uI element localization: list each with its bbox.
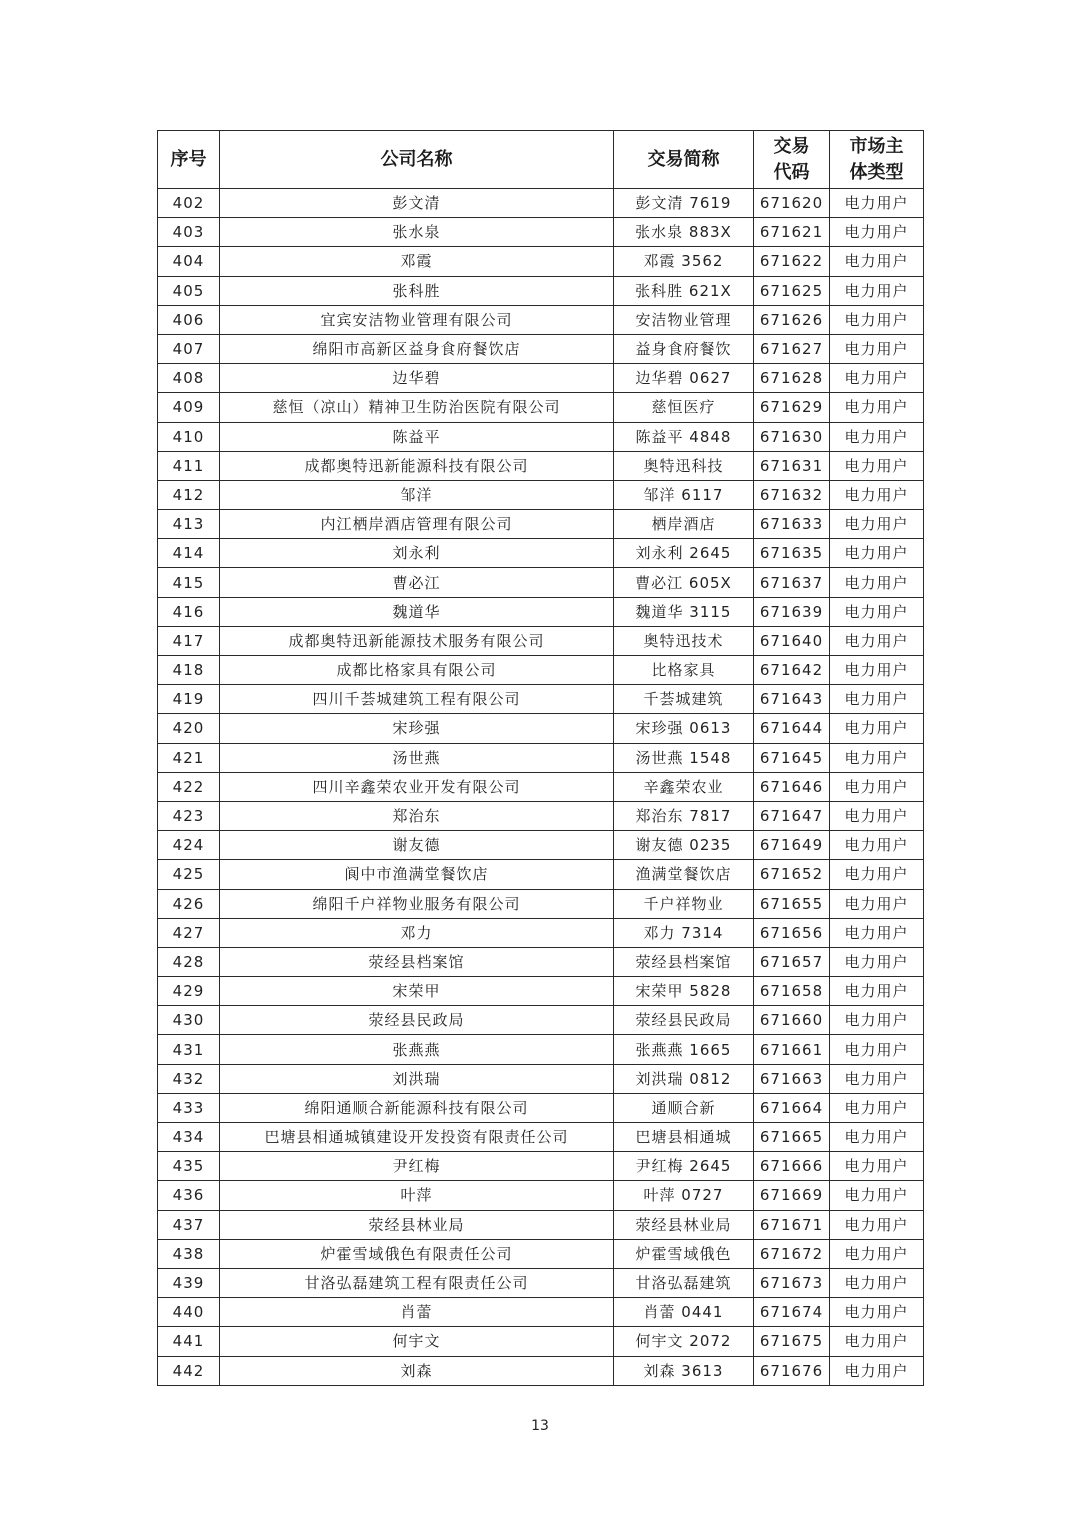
cell-serial: 441 [158,1327,220,1356]
cell-serial: 422 [158,772,220,801]
table-row [158,1006,924,1035]
cell-trade-short-name: 千荟城建筑 [614,685,754,714]
cell-market-type: 电力用户 [830,1123,924,1152]
cell-company-name: 炉霍雪域俄色有限责任公司 [220,1239,614,1268]
cell-company-name: 成都奥特迅新能源科技有限公司 [220,451,614,480]
table-row [158,422,924,451]
cell-company-name: 汤世燕 [220,743,614,772]
cell-market-type: 电力用户 [830,714,924,743]
company-table [157,130,924,1386]
cell-serial: 425 [158,860,220,889]
table-row [158,568,924,597]
cell-trade-short-name: 郑治东 7817 [614,801,754,830]
cell-market-type: 电力用户 [830,801,924,830]
cell-market-type: 电力用户 [830,276,924,305]
cell-market-type: 电力用户 [830,393,924,422]
cell-serial: 433 [158,1093,220,1122]
cell-company-name: 刘洪瑞 [220,1064,614,1093]
cell-trade-code: 671644 [754,714,830,743]
cell-trade-short-name: 叶萍 0727 [614,1181,754,1210]
table-row [158,1239,924,1268]
table-row [158,743,924,772]
cell-serial: 403 [158,218,220,247]
cell-trade-code: 671676 [754,1356,830,1385]
cell-market-type: 电力用户 [830,626,924,655]
header-serial [158,131,220,189]
table-row [158,539,924,568]
cell-trade-code: 671633 [754,510,830,539]
cell-trade-short-name: 荥经县档案馆 [614,947,754,976]
table-row [158,831,924,860]
cell-trade-short-name: 宋荣甲 5828 [614,977,754,1006]
cell-serial: 412 [158,480,220,509]
table-row [158,772,924,801]
cell-serial: 434 [158,1123,220,1152]
cell-trade-code: 671628 [754,364,830,393]
cell-trade-short-name: 谢友德 0235 [614,831,754,860]
cell-company-name: 宋珍强 [220,714,614,743]
cell-serial: 429 [158,977,220,1006]
cell-trade-code: 671629 [754,393,830,422]
cell-market-type: 电力用户 [830,977,924,1006]
table-row [158,1064,924,1093]
cell-trade-code: 671674 [754,1298,830,1327]
cell-company-name: 边华碧 [220,364,614,393]
cell-trade-code: 671631 [754,451,830,480]
header-trade-short-name-line: 交易简称 [647,148,720,170]
cell-serial: 424 [158,831,220,860]
cell-market-type: 电力用户 [830,305,924,334]
table-row [158,1210,924,1239]
cell-trade-code: 671646 [754,772,830,801]
cell-trade-code: 671625 [754,276,830,305]
cell-company-name: 曹必江 [220,568,614,597]
cell-trade-short-name: 曹必江 605X [614,568,754,597]
cell-trade-short-name: 宋珍强 0613 [614,714,754,743]
cell-trade-code: 671637 [754,568,830,597]
cell-company-name: 阆中市渔满堂餐饮店 [220,860,614,889]
cell-serial: 420 [158,714,220,743]
table-row [158,247,924,276]
cell-trade-short-name: 张燕燕 1665 [614,1035,754,1064]
cell-market-type: 电力用户 [830,1064,924,1093]
cell-trade-short-name: 栖岸酒店 [614,510,754,539]
table-row [158,393,924,422]
table-row [158,276,924,305]
cell-company-name: 慈恒（凉山）精神卫生防治医院有限公司 [220,393,614,422]
cell-trade-code: 671649 [754,831,830,860]
cell-company-name: 尹红梅 [220,1152,614,1181]
table-row [158,1123,924,1152]
cell-trade-short-name: 安洁物业管理 [614,305,754,334]
cell-trade-code: 671622 [754,247,830,276]
cell-company-name: 甘洛弘磊建筑工程有限责任公司 [220,1268,614,1297]
table-row [158,714,924,743]
cell-trade-code: 671643 [754,685,830,714]
cell-serial: 437 [158,1210,220,1239]
cell-trade-code: 671658 [754,977,830,1006]
cell-serial: 436 [158,1181,220,1210]
cell-company-name: 肖蕾 [220,1298,614,1327]
cell-trade-code: 671665 [754,1123,830,1152]
cell-company-name: 成都奥特迅新能源技术服务有限公司 [220,626,614,655]
cell-company-name: 刘永利 [220,539,614,568]
table-row [158,597,924,626]
cell-market-type: 电力用户 [830,889,924,918]
table-row [158,364,924,393]
cell-market-type: 电力用户 [830,247,924,276]
table-row [158,889,924,918]
table-row [158,918,924,947]
cell-trade-short-name: 巴塘县相通城 [614,1123,754,1152]
cell-market-type: 电力用户 [830,1181,924,1210]
table-row [158,1181,924,1210]
cell-market-type: 电力用户 [830,947,924,976]
cell-market-type: 电力用户 [830,568,924,597]
cell-serial: 408 [158,364,220,393]
cell-serial: 405 [158,276,220,305]
cell-company-name: 四川辛鑫荣农业开发有限公司 [220,772,614,801]
cell-serial: 404 [158,247,220,276]
cell-company-name: 宋荣甲 [220,977,614,1006]
table-row [158,626,924,655]
cell-company-name: 成都比格家具有限公司 [220,656,614,685]
cell-trade-code: 671647 [754,801,830,830]
header-market-type [830,131,924,189]
header-trade-code [754,131,830,189]
cell-market-type: 电力用户 [830,334,924,363]
cell-trade-short-name: 奥特迅科技 [614,451,754,480]
cell-trade-short-name: 刘森 3613 [614,1356,754,1385]
cell-market-type: 电力用户 [830,1210,924,1239]
cell-trade-code: 671652 [754,860,830,889]
cell-trade-code: 671675 [754,1327,830,1356]
cell-company-name: 邓力 [220,918,614,947]
cell-trade-short-name: 千户祥物业 [614,889,754,918]
cell-trade-code: 671640 [754,626,830,655]
cell-trade-code: 671630 [754,422,830,451]
cell-trade-code: 671661 [754,1035,830,1064]
cell-trade-short-name: 炉霍雪域俄色 [614,1239,754,1268]
header-trade-code-line: 代码 [773,161,810,183]
cell-serial: 419 [158,685,220,714]
table-row [158,801,924,830]
table-row [158,1327,924,1356]
cell-company-name: 宜宾安洁物业管理有限公司 [220,305,614,334]
cell-company-name: 张燕燕 [220,1035,614,1064]
cell-market-type: 电力用户 [830,597,924,626]
table-header [158,131,924,189]
cell-serial: 431 [158,1035,220,1064]
cell-serial: 427 [158,918,220,947]
cell-serial: 414 [158,539,220,568]
cell-market-type: 电力用户 [830,1035,924,1064]
cell-trade-short-name: 比格家具 [614,656,754,685]
cell-trade-short-name: 渔满堂餐饮店 [614,860,754,889]
cell-company-name: 邹洋 [220,480,614,509]
cell-trade-short-name: 甘洛弘磊建筑 [614,1268,754,1297]
cell-trade-short-name: 尹红梅 2645 [614,1152,754,1181]
cell-company-name: 绵阳千户祥物业服务有限公司 [220,889,614,918]
table-row [158,860,924,889]
cell-serial: 439 [158,1268,220,1297]
cell-market-type: 电力用户 [830,1327,924,1356]
cell-trade-code: 671639 [754,597,830,626]
cell-trade-short-name: 边华碧 0627 [614,364,754,393]
cell-trade-code: 671635 [754,539,830,568]
table-row [158,305,924,334]
cell-trade-code: 671655 [754,889,830,918]
cell-trade-short-name: 邹洋 6117 [614,480,754,509]
cell-serial: 430 [158,1006,220,1035]
cell-company-name: 魏道华 [220,597,614,626]
cell-trade-code: 671660 [754,1006,830,1035]
table-row [158,977,924,1006]
header-company-name-line: 公司名称 [380,148,453,170]
table-body [158,189,924,1386]
cell-company-name: 彭文清 [220,189,614,218]
cell-trade-short-name: 奥特迅技术 [614,626,754,655]
cell-company-name: 刘森 [220,1356,614,1385]
cell-company-name: 张科胜 [220,276,614,305]
cell-serial: 409 [158,393,220,422]
cell-company-name: 巴塘县相通城镇建设开发投资有限责任公司 [220,1123,614,1152]
cell-trade-code: 671620 [754,189,830,218]
table-row [158,1093,924,1122]
cell-market-type: 电力用户 [830,510,924,539]
header-market-type-line: 市场主 [849,135,904,157]
cell-serial: 417 [158,626,220,655]
cell-trade-short-name: 陈益平 4848 [614,422,754,451]
cell-serial: 416 [158,597,220,626]
table-row [158,685,924,714]
cell-company-name: 何宇文 [220,1327,614,1356]
cell-company-name: 叶萍 [220,1181,614,1210]
table-row [158,1268,924,1297]
cell-market-type: 电力用户 [830,1152,924,1181]
table-row [158,1035,924,1064]
cell-trade-code: 671673 [754,1268,830,1297]
cell-trade-code: 671657 [754,947,830,976]
cell-company-name: 陈益平 [220,422,614,451]
cell-trade-short-name: 刘永利 2645 [614,539,754,568]
cell-market-type: 电力用户 [830,1239,924,1268]
table-row [158,947,924,976]
cell-serial: 415 [158,568,220,597]
cell-trade-short-name: 刘洪瑞 0812 [614,1064,754,1093]
cell-company-name: 邓霞 [220,247,614,276]
cell-serial: 423 [158,801,220,830]
cell-serial: 426 [158,889,220,918]
cell-trade-short-name: 张科胜 621X [614,276,754,305]
cell-market-type: 电力用户 [830,218,924,247]
cell-trade-code: 671669 [754,1181,830,1210]
cell-trade-code: 671663 [754,1064,830,1093]
cell-serial: 411 [158,451,220,480]
cell-serial: 421 [158,743,220,772]
cell-trade-short-name: 荥经县林业局 [614,1210,754,1239]
cell-trade-short-name: 辛鑫荣农业 [614,772,754,801]
table-row [158,189,924,218]
cell-market-type: 电力用户 [830,539,924,568]
cell-market-type: 电力用户 [830,743,924,772]
cell-company-name: 四川千荟城建筑工程有限公司 [220,685,614,714]
cell-company-name: 荥经县林业局 [220,1210,614,1239]
table-row [158,510,924,539]
cell-market-type: 电力用户 [830,1268,924,1297]
cell-company-name: 张水泉 [220,218,614,247]
table-row [158,218,924,247]
cell-trade-short-name: 彭文清 7619 [614,189,754,218]
cell-serial: 442 [158,1356,220,1385]
cell-serial: 428 [158,947,220,976]
cell-trade-short-name: 通顺合新 [614,1093,754,1122]
cell-trade-code: 671626 [754,305,830,334]
cell-company-name: 郑治东 [220,801,614,830]
cell-market-type: 电力用户 [830,1298,924,1327]
cell-company-name: 谢友德 [220,831,614,860]
cell-trade-short-name: 张水泉 883X [614,218,754,247]
cell-market-type: 电力用户 [830,831,924,860]
header-row [158,131,924,189]
cell-market-type: 电力用户 [830,364,924,393]
table-row [158,334,924,363]
table-row [158,1298,924,1327]
cell-trade-code: 671656 [754,918,830,947]
cell-company-name: 绵阳市高新区益身食府餐饮店 [220,334,614,363]
cell-trade-short-name: 何宇文 2072 [614,1327,754,1356]
cell-trade-code: 671645 [754,743,830,772]
cell-market-type: 电力用户 [830,772,924,801]
cell-serial: 406 [158,305,220,334]
cell-serial: 435 [158,1152,220,1181]
cell-serial: 440 [158,1298,220,1327]
cell-trade-short-name: 邓力 7314 [614,918,754,947]
cell-serial: 402 [158,189,220,218]
table-row [158,451,924,480]
cell-serial: 418 [158,656,220,685]
cell-company-name: 荥经县民政局 [220,1006,614,1035]
cell-market-type: 电力用户 [830,656,924,685]
header-trade-code-line: 交易 [773,135,810,157]
cell-trade-short-name: 汤世燕 1548 [614,743,754,772]
cell-serial: 407 [158,334,220,363]
cell-trade-code: 671621 [754,218,830,247]
cell-trade-short-name: 肖蕾 0441 [614,1298,754,1327]
cell-serial: 432 [158,1064,220,1093]
cell-serial: 413 [158,510,220,539]
cell-trade-short-name: 益身食府餐饮 [614,334,754,363]
cell-market-type: 电力用户 [830,480,924,509]
cell-trade-short-name: 邓霞 3562 [614,247,754,276]
cell-trade-code: 671627 [754,334,830,363]
cell-market-type: 电力用户 [830,1093,924,1122]
cell-company-name: 绵阳通顺合新能源科技有限公司 [220,1093,614,1122]
cell-trade-short-name: 魏道华 3115 [614,597,754,626]
cell-trade-code: 671672 [754,1239,830,1268]
cell-company-name: 荥经县档案馆 [220,947,614,976]
header-market-type-line: 体类型 [849,161,904,183]
cell-market-type: 电力用户 [830,189,924,218]
cell-trade-short-name: 慈恒医疗 [614,393,754,422]
table-row [158,656,924,685]
cell-trade-code: 671666 [754,1152,830,1181]
cell-market-type: 电力用户 [830,1006,924,1035]
header-trade-short-name [614,131,754,189]
cell-company-name: 内江栖岸酒店管理有限公司 [220,510,614,539]
page-number: 13 [531,1418,549,1434]
cell-serial: 438 [158,1239,220,1268]
cell-market-type: 电力用户 [830,451,924,480]
table-row [158,1152,924,1181]
cell-trade-code: 671671 [754,1210,830,1239]
cell-trade-code: 671632 [754,480,830,509]
cell-market-type: 电力用户 [830,1356,924,1385]
header-company-name [220,131,614,189]
cell-trade-code: 671642 [754,656,830,685]
table-row [158,1356,924,1385]
cell-market-type: 电力用户 [830,422,924,451]
cell-serial: 410 [158,422,220,451]
cell-market-type: 电力用户 [830,860,924,889]
cell-market-type: 电力用户 [830,918,924,947]
table-row [158,480,924,509]
cell-market-type: 电力用户 [830,685,924,714]
header-serial-line: 序号 [170,148,207,170]
cell-trade-code: 671664 [754,1093,830,1122]
cell-trade-short-name: 荥经县民政局 [614,1006,754,1035]
